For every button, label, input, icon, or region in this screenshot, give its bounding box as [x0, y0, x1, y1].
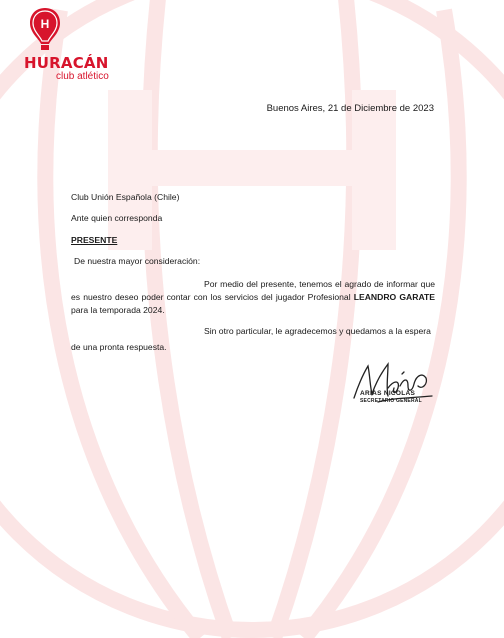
- letter-date: Buenos Aires, 21 de Diciembre de 2023: [266, 103, 434, 114]
- signatory-name: ARIAS NICOLÁS: [360, 390, 416, 397]
- closing-paragraph: [71, 323, 435, 355]
- salutation: De nuestra mayor consideración:: [74, 256, 201, 266]
- club-logo: [22, 6, 109, 82]
- greeting: Ante quien corresponda: [71, 213, 163, 223]
- present-heading: PRESENTE: [71, 235, 118, 245]
- signatory-role: SECRETARIO GENERAL: [360, 398, 422, 404]
- balloon-badge-icon: [28, 6, 62, 52]
- badge-letter: H: [40, 17, 50, 31]
- club-subtitle: club atlético: [56, 71, 109, 82]
- body-text-part2: para la temporada 2024.: [71, 305, 165, 315]
- player-name: LEANDRO GARATE: [353, 292, 435, 302]
- addressee: Club Unión Española (Chile): [71, 192, 180, 202]
- closing-text: Sin otro particular, le agradecemos y quedamos a la espera de una pronta respuesta.: [71, 326, 431, 352]
- body-paragraph: [71, 278, 435, 317]
- body-text-part1: Por medio del presente, tenemos el agrado de informar que es nuestro deseo poder contar con los servicios del jugador Profesional: [71, 279, 435, 302]
- club-name: HURACÁN: [24, 54, 109, 72]
